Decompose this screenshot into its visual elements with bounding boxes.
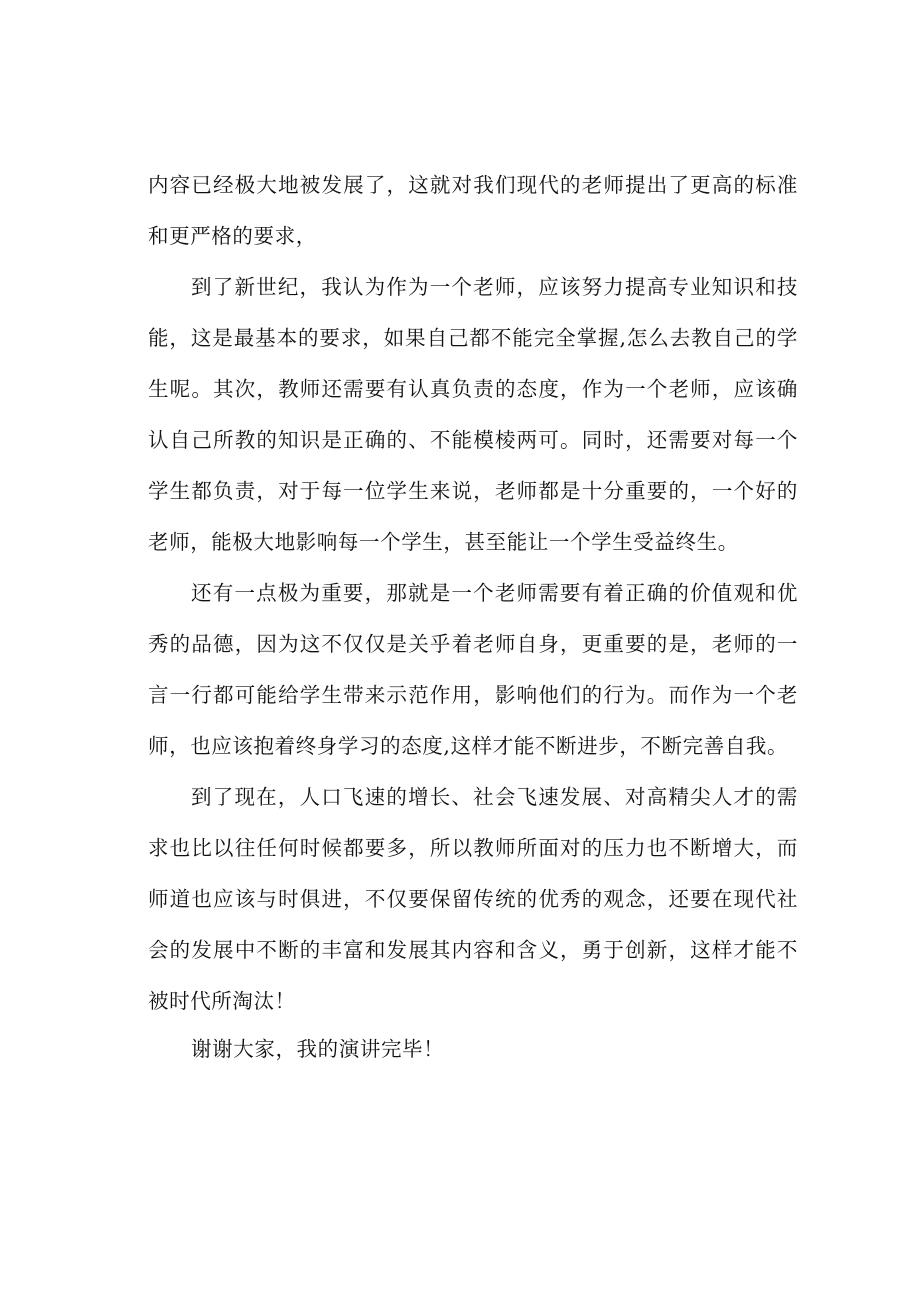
document-body [148, 160, 798, 1073]
paragraph-continuation: 内容已经极大地被发展了，这就对我们现代的老师提出了更高的标准和更严格的要求， [148, 173, 798, 248]
paragraph-new-century: 到了新世纪，我认为作为一个老师，应该努力提高专业知识和技能，这是最基本的要求，如果自己都不能完全掌握,怎么去教自己的学生呢。其次，教师还需要有认真负责的态度，作为一个老师，应该确认自己所教的知识是正确的、不能模棱两可。同时，还需要对每一个学生都负责，对于每一位学生来说，老师都是十分重要的，一个好的老师，能极大地影响每一个学生，甚至能让一个学生受益终生。 [148, 275, 798, 554]
paragraph-closing: 谢谢大家，我的演讲完毕！ [191, 1037, 445, 1061]
paragraph-values: 还有一点极为重要，那就是一个老师需要有着正确的价值观和优秀的品德，因为这不仅仅是关乎着老师自身，更重要的是，老师的一言一行都可能给学生带来示范作用，影响他们的行为。而作为一个老师，也应该抱着终身学习的态度,这样才能不断进步，不断完善自我。 [148, 581, 798, 758]
paragraph-present: 到了现在，人口飞速的增长、社会飞速发展、对高精尖人才的需求也比以往任何时候都要多，所以教师所面对的压力也不断增大，而师道也应该与时俱进，不仅要保留传统的优秀的观念，还要在现代社会的发展中不断的丰富和发展其内容和含义，勇于创新，这样才能不被时代所淘汰！ [148, 785, 798, 1013]
